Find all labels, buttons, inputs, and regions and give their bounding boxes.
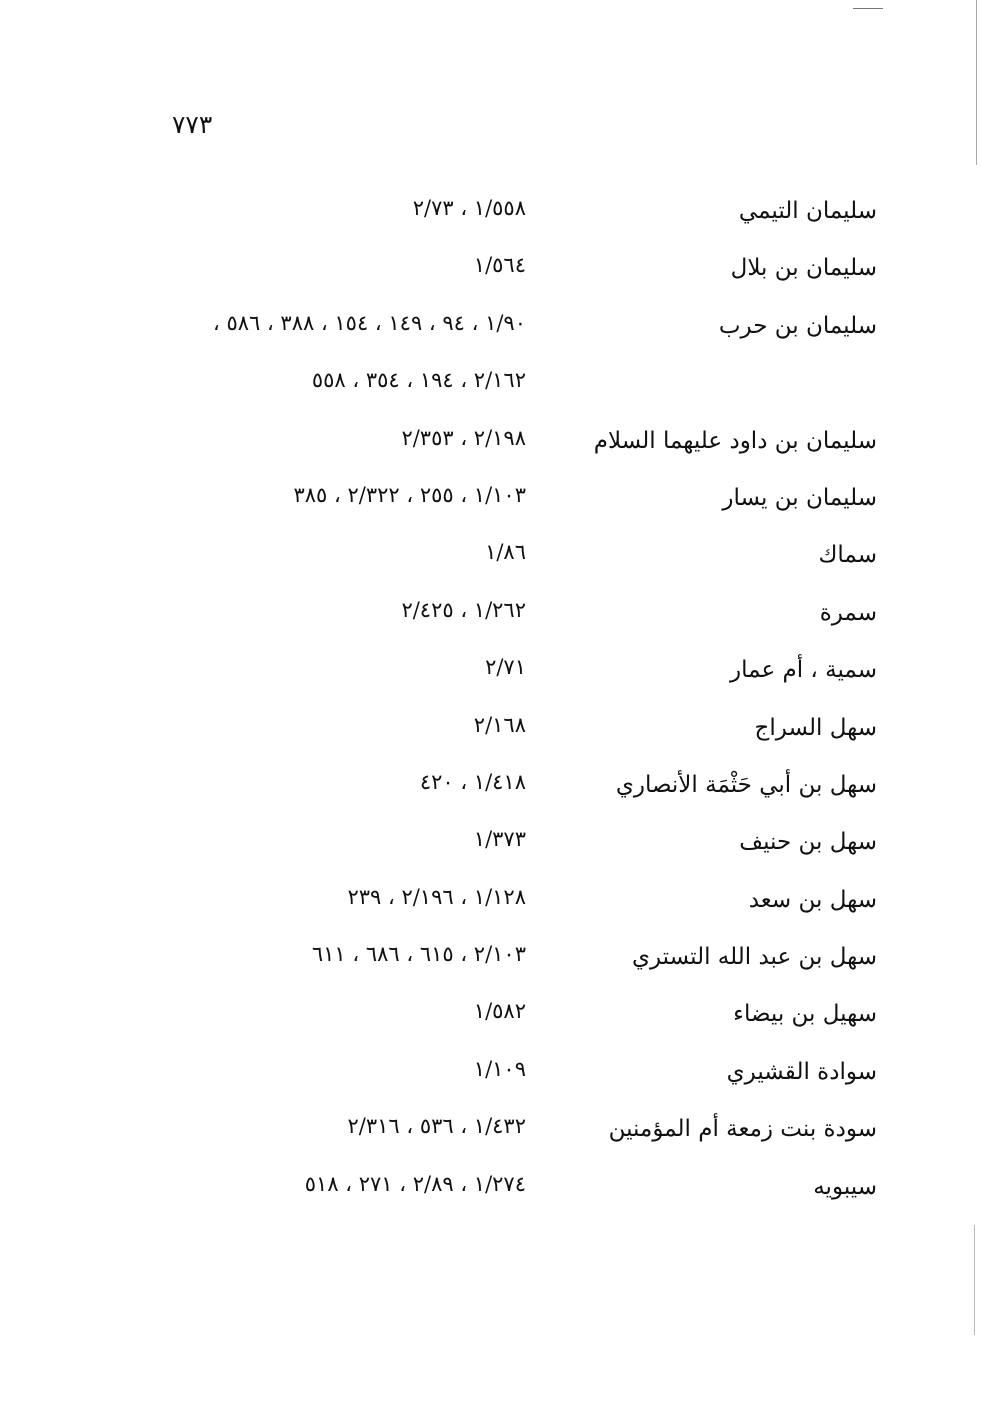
entry-name: سهل السراج: [754, 714, 877, 741]
page-number: ٧٧٣: [172, 110, 213, 139]
entry-name: سليمان بن يسار: [722, 484, 877, 511]
index-entry: [0, 645, 981, 702]
entry-refs: ١/١٠٩: [473, 1056, 526, 1081]
entry-refs: ٢/١٠٣ ، ٦١٥ ، ٦٨٦ ، ٦١١: [311, 942, 526, 967]
entry-refs: ٢/١٦٨: [473, 712, 526, 737]
entry-refs: ١/٣٧٣: [473, 827, 526, 852]
entry-name: سماك: [818, 542, 877, 569]
entry-refs: ١/٨٦: [485, 540, 526, 565]
index-entry: [0, 186, 981, 243]
index-entry: [0, 703, 981, 760]
entry-refs: ١/٥٦٤: [473, 253, 526, 278]
index-entry: [0, 1047, 981, 1104]
entry-refs: ١/٤١٨ ، ٤٢٠: [419, 769, 526, 794]
index-entry: [0, 588, 981, 645]
index-entry: [0, 932, 981, 989]
index-entry: [0, 1104, 981, 1161]
entry-name: سمية ، أم عمار: [730, 657, 877, 684]
name-index-list: [0, 186, 981, 1219]
entry-name: سيبويه: [813, 1173, 877, 1200]
index-entry: [0, 875, 981, 932]
entry-name: سليمان بن داود عليهما السلام: [593, 427, 877, 454]
entry-name: سليمان بن بلال: [730, 255, 877, 282]
entry-refs: ١/٥٨٢: [473, 999, 526, 1024]
index-entry: [0, 301, 981, 358]
entry-refs: ١/٤٣٢ ، ٥٣٦ ، ٢/٣١٦: [347, 1114, 526, 1139]
index-entry: [0, 817, 981, 874]
index-entry: [0, 416, 981, 473]
index-entry: [0, 1162, 981, 1219]
index-entry: [0, 473, 981, 530]
scan-edge-line-right-lower: [974, 1225, 975, 1335]
entry-refs: ١/١٢٨ ، ٢/١٩٦ ، ٢٣٩: [347, 884, 526, 909]
entry-name: سودة بنت زمعة أم المؤمنين: [608, 1116, 877, 1143]
entry-name: سليمان التيمي: [738, 198, 877, 224]
entry-name: سهل بن عبد الله التستري: [631, 944, 877, 971]
entry-name: سهل بن سعد: [748, 886, 877, 913]
index-entry: [0, 243, 981, 300]
entry-name: سهل بن أبي حَثْمَة الأنصاري: [615, 771, 877, 798]
entry-refs: ٢/١٦٢ ، ١٩٤ ، ٣٥٤ ، ٥٥٨: [311, 368, 526, 393]
scan-edge-line-right: [976, 0, 977, 165]
entry-refs: ١/٢٦٢ ، ٢/٤٢٥: [401, 597, 526, 622]
scan-edge-line-top: [853, 8, 883, 9]
entry-refs: ١/٢٧٤ ، ٢/٨٩ ، ٢٧١ ، ٥١٨: [304, 1171, 526, 1196]
entry-name: سمرة: [819, 599, 877, 626]
index-entry: [0, 530, 981, 587]
entry-refs: ١/٩٠ ، ٩٤ ، ١٤٩ ، ١٥٤ ، ٣٨٨ ، ٥٨٦ ،: [212, 310, 526, 335]
entry-name: سهيل بن بيضاء: [733, 1001, 877, 1028]
index-entry-continuation: [0, 358, 981, 415]
entry-name: سليمان بن حرب: [718, 312, 877, 339]
entry-name: سهل بن حنيف: [739, 829, 877, 856]
index-entry: [0, 760, 981, 817]
entry-refs: ٢/٧١: [485, 655, 526, 680]
entry-refs: ١/٥٥٨ ، ٢/٧٣: [412, 196, 526, 220]
entry-name: سوادة القشيري: [726, 1058, 877, 1085]
entry-refs: ١/١٠٣ ، ٢٥٥ ، ٢/٣٢٢ ، ٣٨٥: [293, 482, 526, 507]
index-entry: [0, 989, 981, 1046]
entry-refs: ٢/١٩٨ ، ٢/٣٥٣: [401, 425, 526, 450]
